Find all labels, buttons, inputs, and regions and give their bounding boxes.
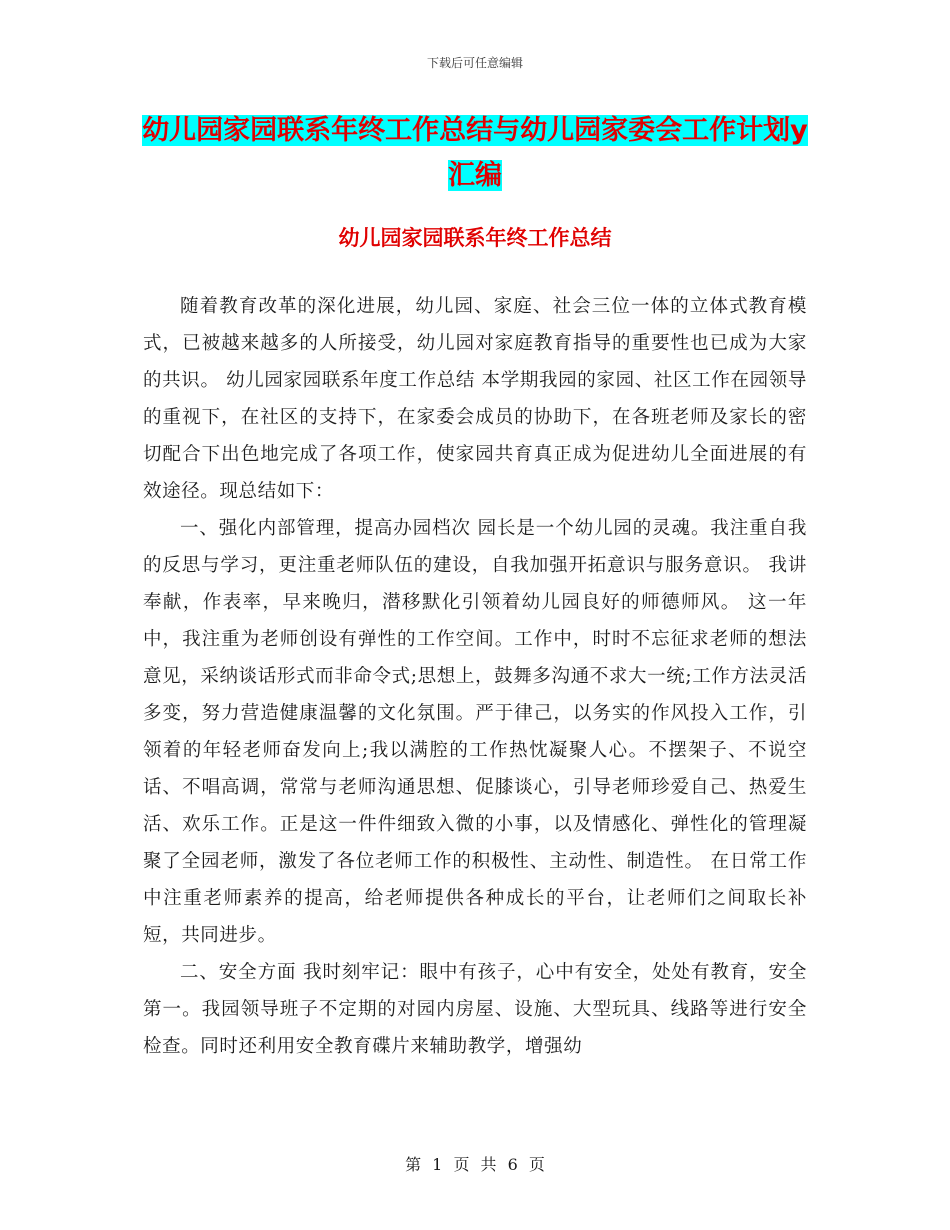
document-body [143, 288, 807, 1065]
paragraph-safety: 二、安全方面 我时刻牢记：眼中有孩子，心中有安全，处处有教育，安全第一。我园领导班子不定期的对园内房屋、设施、大型玩具、线路等进行安全检查。同时还利用安全教育碟片来辅助教学，增强幼 [143, 962, 807, 1057]
document-title [140, 108, 810, 198]
page-number-footer: 第 1 页 共 6 页 [405, 1155, 545, 1174]
section-title: 幼儿园家园联系年终工作总结 [338, 226, 612, 250]
paragraph-management: 一、强化内部管理，提高办园档次 园长是一个幼儿园的灵魂。我注重自我的反思与学习，更注重老师队伍的建设，自我加强开拓意识与服务意识。 我讲奉献，作表率，早来晚归，潜移默化引领着幼儿园良好的师德师风。 这一年中，我注重为老师创设有弹性的工作空间。工作中，时时不忘征求老师的想法意见，采纳谈话形式而非命令式;思想上，鼓舞多沟通不求大一统;工作方法灵活多变，努力营造健康温馨的文化氛围。严于律己，以务实的作风投入工作，引领着的年轻老师奋发向上;我以满腔的工作热忱凝聚人心。不摆架子、不说空话、不唱高调，常常与老师沟通思想、促膝谈心，引导老师珍爱自己、热爱生活、欢乐工作。正是这一件件细致入微的小事，以及情感化、弹性化的管理凝 聚了全园老师，激发了各位老师工作的积极性、主动性、制造性。 在日常工作中注重老师素养的提高，给老师提供各种成长的平台，让老师们之间取长补短，共同进步。 [143, 518, 807, 946]
paragraph-intro: 随着教育改革的深化进展，幼儿园、家庭、社会三位一体的立体式教育模式，已被越来越多的人所接受，幼儿园对家庭教育指导的重要性也已成为大家的共识。 幼儿园家园联系年度工作总结 本学期我园的家园、社区工作在园领导的重视下，在社区的支持下，在家委会成员的协助下，在各班老师及家长的密切配合下出色地完成了各项工作，使家园共育真正成为促进幼儿全面进展的有效途径。现总结如下： [143, 296, 807, 502]
document-title-highlight: 幼儿园家园联系年终工作总结与幼儿园家委会工作计划y汇编 [142, 115, 808, 191]
page-header-note: 下载后可任意编辑 [426, 56, 523, 70]
